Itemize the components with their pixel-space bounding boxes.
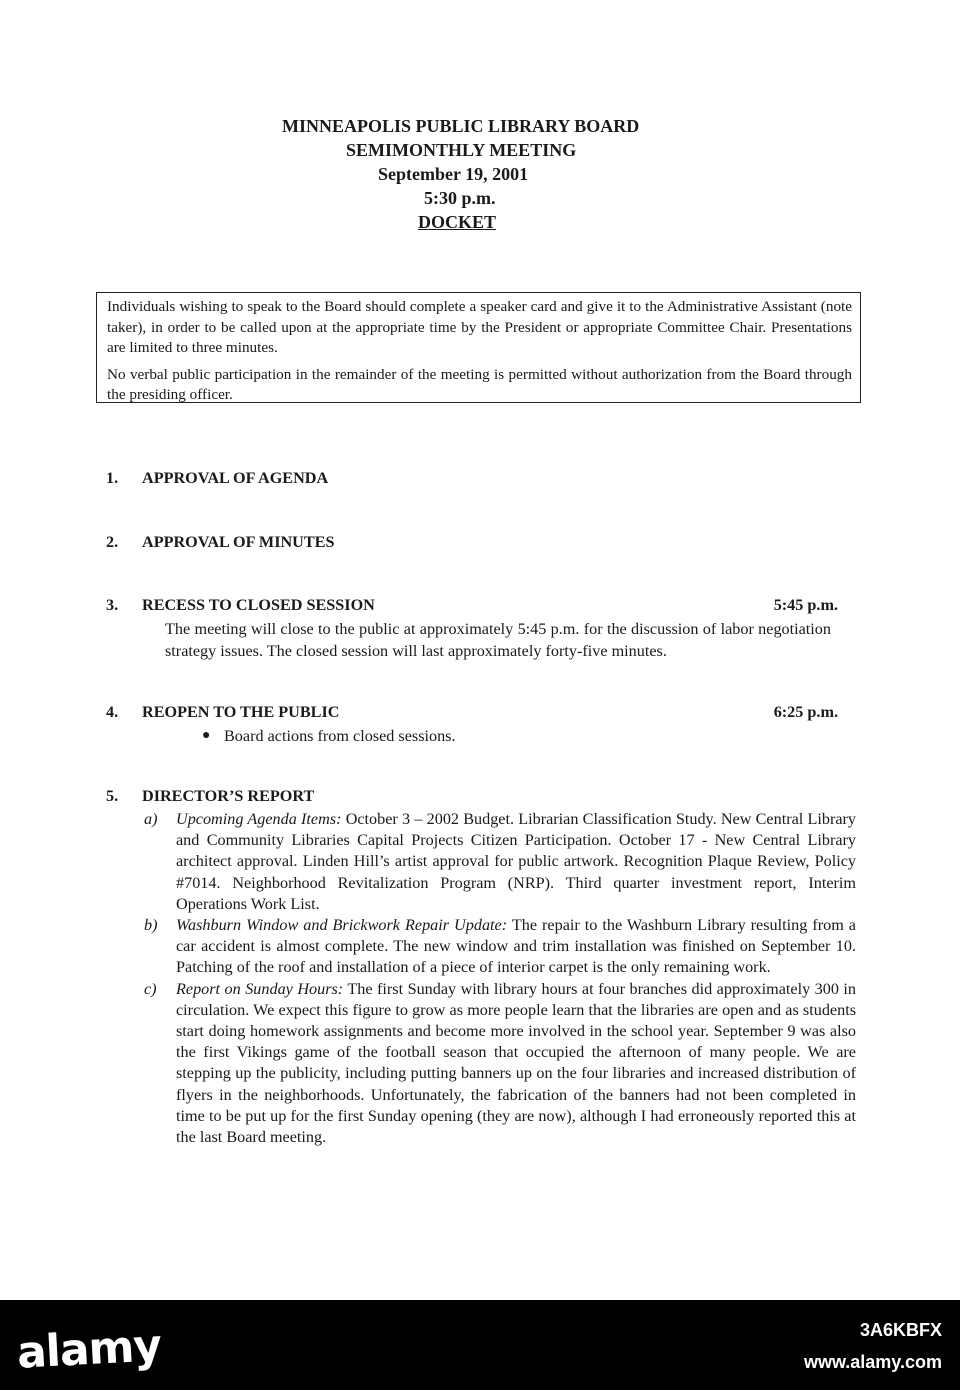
item-title: APPROVAL OF MINUTES <box>142 533 335 551</box>
subitem-letter: b) <box>144 916 158 935</box>
notice-paragraph: No verbal public participation in the remainder of the meeting is permitted without authorization from the Board through the presiding officer. <box>107 365 852 403</box>
meeting-type: SEMIMONTHLY MEETING <box>346 140 577 160</box>
report-subitem <box>144 915 856 979</box>
agenda-item <box>106 703 856 747</box>
board-title: MINNEAPOLIS PUBLIC LIBRARY BOARD <box>282 116 640 136</box>
subitem-text: October 3 – 2002 Budget. Librarian Classification Study. New Central Library and Community Libraries Capital Projects Citizen Participation. October 17 - New Central Library architect approval. Linden Hill’s artist approval for public artwork. Recognition Plaque Review, Policy #7014. Neighborhood Revitalization Program (NRP). Third quarter investment report, Interim Operations Work List. <box>176 810 857 913</box>
report-subitem <box>144 979 856 1149</box>
speaker-notice-box <box>96 292 861 403</box>
item-number: 1. <box>106 469 119 487</box>
subitem-letter: c) <box>144 979 157 998</box>
item-title: RECESS TO CLOSED SESSION <box>142 596 375 614</box>
item-title: REOPEN TO THE PUBLIC <box>142 703 340 721</box>
subitem-heading: Washburn Window and Brickwork Repair Update: <box>176 916 508 935</box>
item-title: APPROVAL OF AGENDA <box>142 469 329 487</box>
bullet-text: Board actions from closed sessions. <box>224 727 456 745</box>
agenda-item <box>106 469 856 491</box>
watermark-footer <box>0 1300 960 1390</box>
logo-text: alamy <box>15 1320 163 1379</box>
subitem-heading: Report on Sunday Hours: <box>176 979 344 998</box>
agenda-item <box>106 787 856 1148</box>
bullet-icon: ● <box>202 728 211 743</box>
report-subitem <box>144 809 856 915</box>
item-time: 6:25 p.m. <box>773 703 838 721</box>
item-number: 3. <box>106 596 119 614</box>
notice-paragraph: Individuals wishing to speak to the Board should complete a speaker card and give it to the Administrative Assistant (note taker), in order to be called upon at the appropriate time by the President or appropriate Committee Chair. Presentations are limited to three minutes. <box>107 298 852 356</box>
bullet-item <box>202 725 856 747</box>
meeting-date: September 19, 2001 <box>378 164 529 184</box>
item-number: 5. <box>106 787 119 805</box>
site-url: www.alamy.com <box>803 1352 942 1372</box>
item-description: The meeting will close to the public at approximately 5:45 p.m. for the discussion of labor negotiation strategy issues. The closed session will last approximately forty-five minutes. <box>165 620 831 660</box>
item-number: 2. <box>106 533 119 551</box>
subitem-letter: a) <box>144 810 158 828</box>
subitem-heading: Upcoming Agenda Items: <box>176 810 342 828</box>
docket-label: DOCKET <box>418 212 497 232</box>
meeting-time: 5:30 p.m. <box>424 188 496 208</box>
alamy-logo <box>17 1312 217 1378</box>
subitem-text: The repair to the Washburn Library resulting from a car accident is almost complete. The new window and trim installation was finished on September 10. Patching of the roof and installation of a piece of interior carpet is the only remaining work. <box>176 916 856 977</box>
agenda-item <box>106 533 856 555</box>
agenda-item <box>106 596 856 662</box>
image-id: 3A6KBFX <box>859 1320 942 1340</box>
subitem-text: The first Sunday with library hours at four branches did approximately 300 in circulation. We expect this figure to grow as more people learn that the libraries are open and as students start doing homework assignments and become more involved in the school year. September 9 was also the first Vikings game of the football season that occupied the afternoon of many people. We are stepping up the publicity, including putting banners up on the four libraries and increased distribution of flyers in the neighborhoods. Unfortunately, the fabrication of the banners had not been completed in time to be put up for the first Sunday opening (they are now), although I had erroneously reported this at the last Board meeting. <box>176 979 856 1147</box>
item-time: 5:45 p.m. <box>773 596 838 614</box>
item-title: DIRECTOR’S REPORT <box>142 787 315 805</box>
item-number: 4. <box>106 703 119 721</box>
